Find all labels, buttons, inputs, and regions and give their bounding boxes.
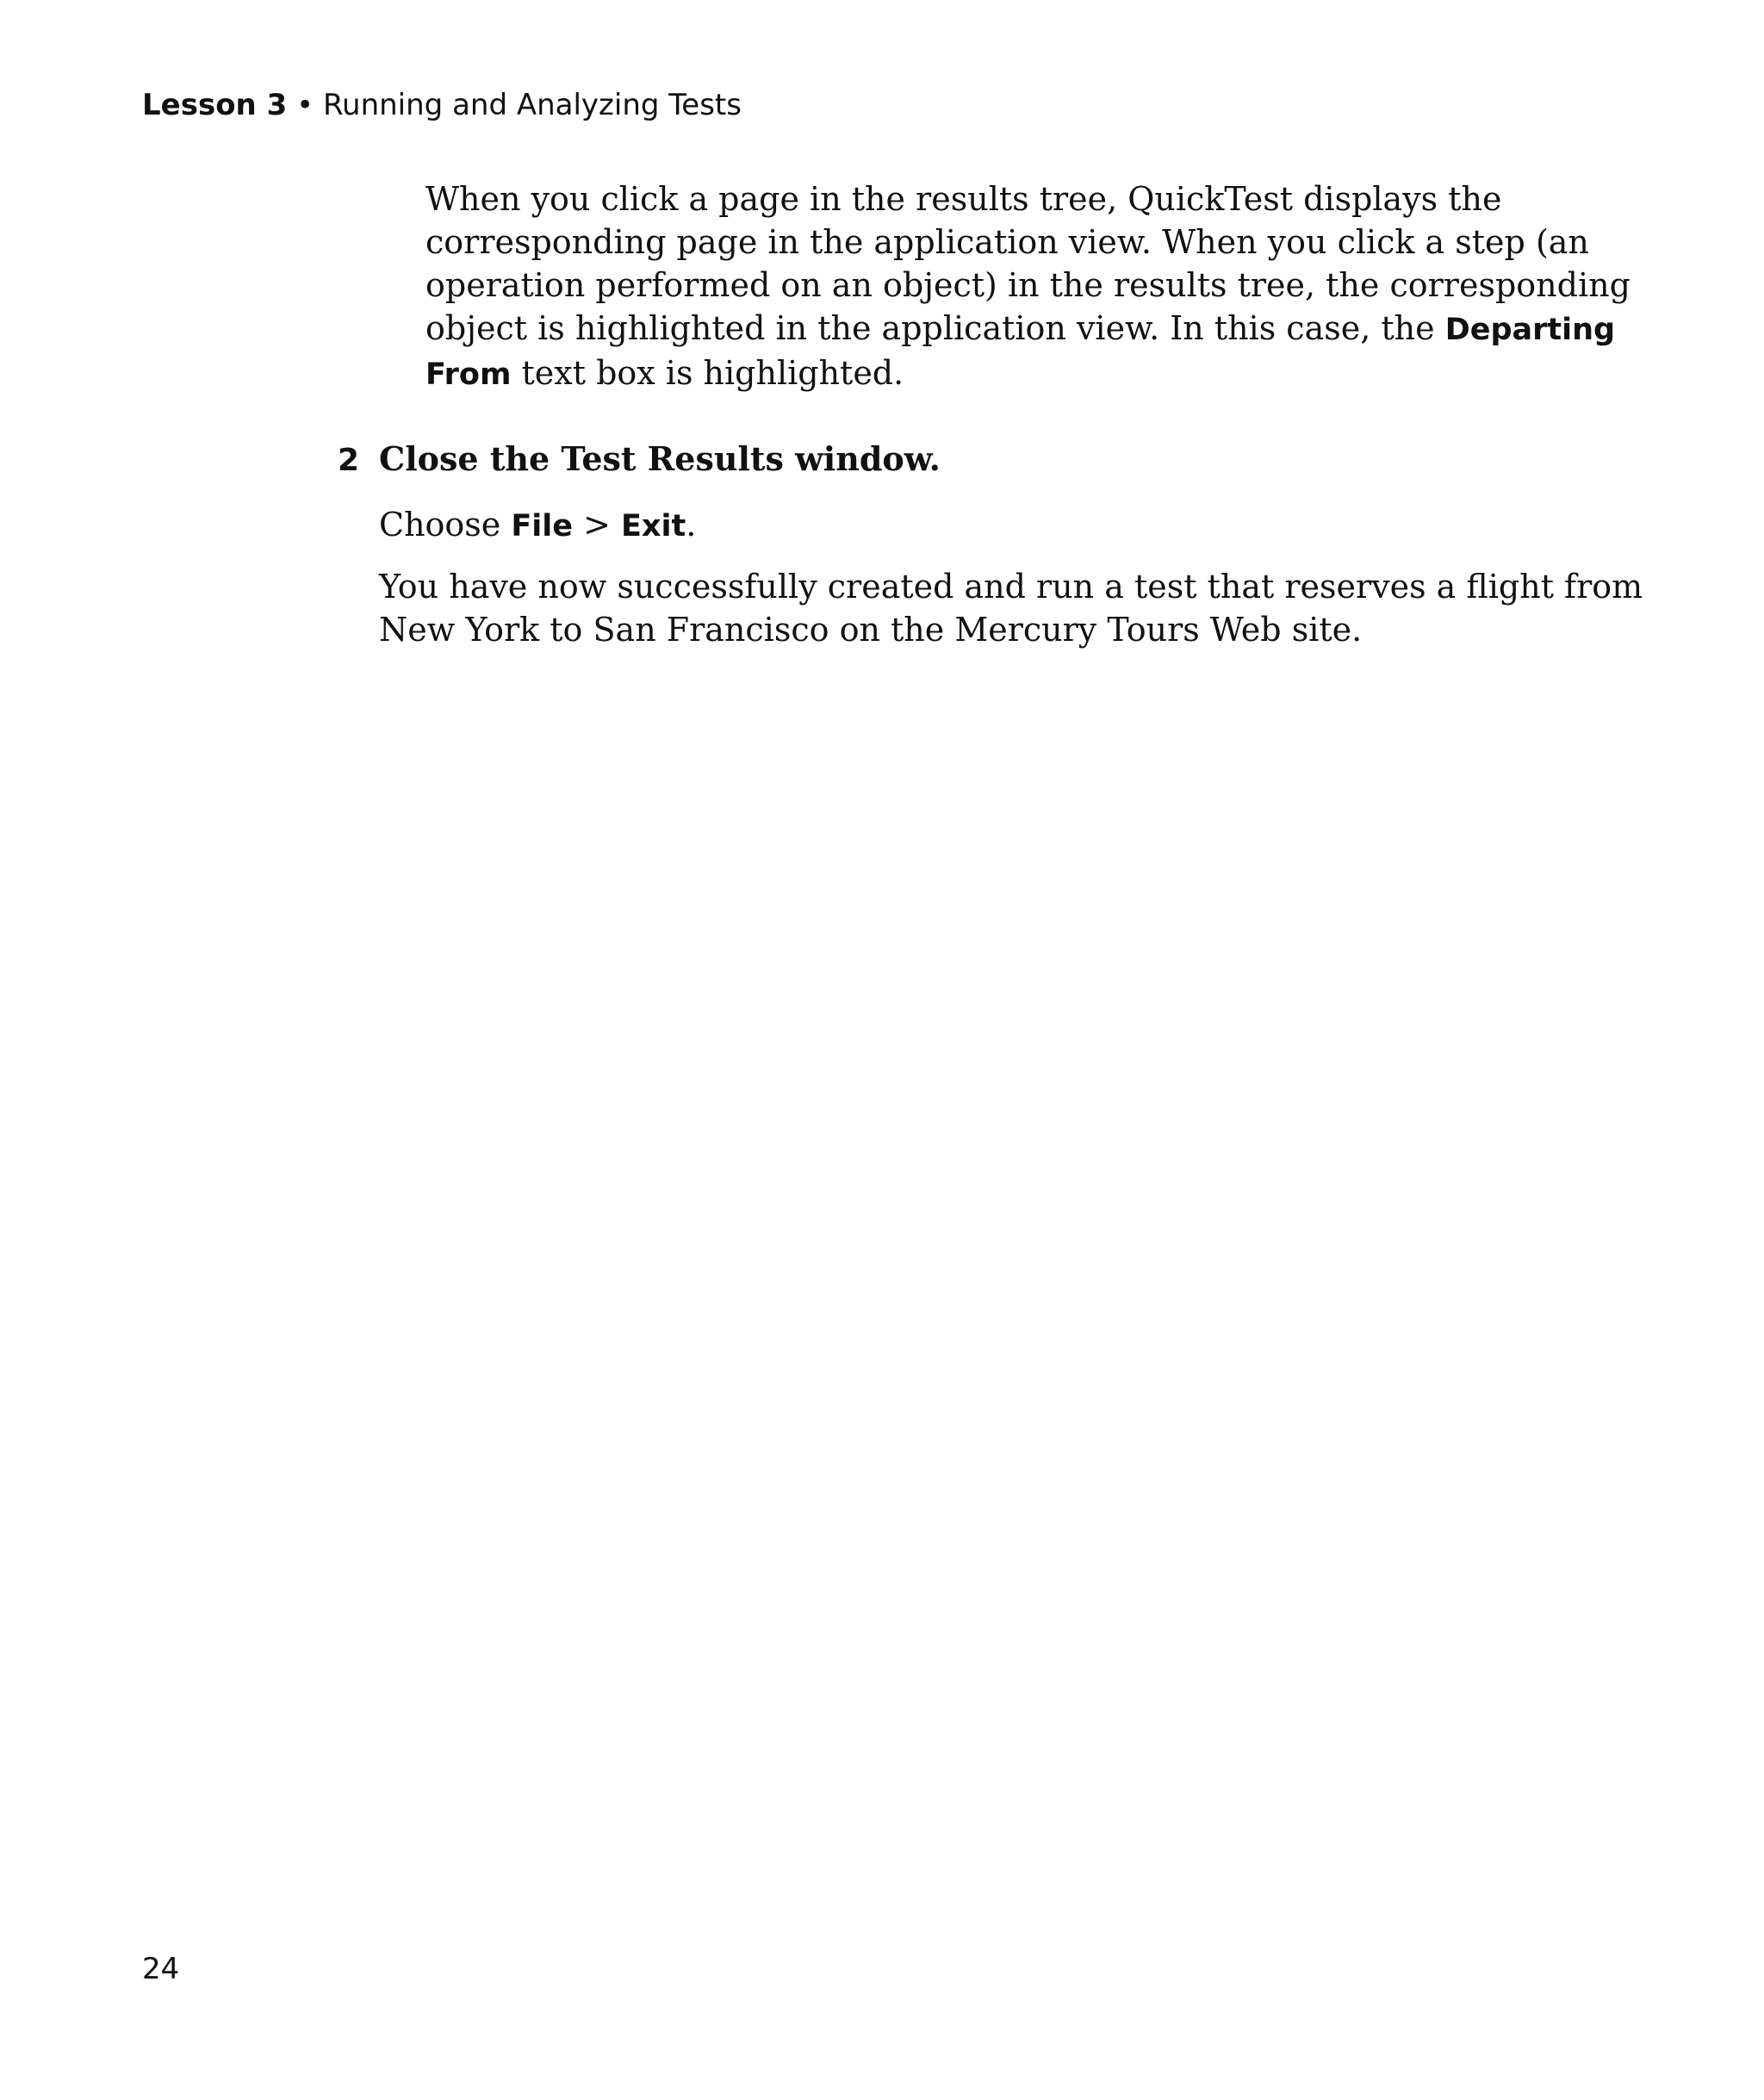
file-menu-label: File bbox=[511, 509, 574, 544]
intro-text: text box is highlighted. bbox=[511, 354, 904, 392]
page-number: 24 bbox=[142, 1952, 180, 1986]
conclusion-line: You have now successfully created and run a test that reserves a flight from bbox=[379, 568, 1643, 606]
departing-label: Departing bbox=[1444, 313, 1616, 347]
chapter-title: Running and Analyzing Tests bbox=[322, 88, 742, 122]
conclusion-paragraph bbox=[379, 565, 1654, 651]
step-number: 2 bbox=[338, 443, 360, 478]
conclusion-line: New York to San Francisco on the Mercury Tours Web site. bbox=[379, 611, 1363, 649]
instruction-line bbox=[379, 503, 696, 548]
intro-line bbox=[425, 351, 1649, 396]
intro-line bbox=[425, 307, 1649, 351]
running-header bbox=[142, 84, 742, 126]
instruction-suffix: . bbox=[686, 506, 697, 544]
intro-text: object is highlighted in the application view. In this case, the bbox=[425, 309, 1445, 347]
intro-line: corresponding page in the application view. When you click a step (an bbox=[425, 223, 1589, 261]
instruction-prefix: Choose bbox=[379, 506, 512, 544]
header-separator: • bbox=[287, 88, 323, 122]
lesson-label: Lesson 3 bbox=[142, 88, 288, 122]
from-label: From bbox=[425, 357, 512, 392]
intro-line: When you click a page in the results tree, QuickTest displays the bbox=[425, 180, 1502, 218]
step-heading bbox=[338, 439, 941, 478]
step-title: Close the Test Results window. bbox=[379, 439, 941, 478]
exit-menu-label: Exit bbox=[621, 509, 686, 544]
intro-line: operation performed on an object) in the results tree, the corresponding bbox=[425, 266, 1630, 304]
menu-arrow: > bbox=[573, 506, 622, 544]
intro-paragraph bbox=[425, 177, 1649, 396]
